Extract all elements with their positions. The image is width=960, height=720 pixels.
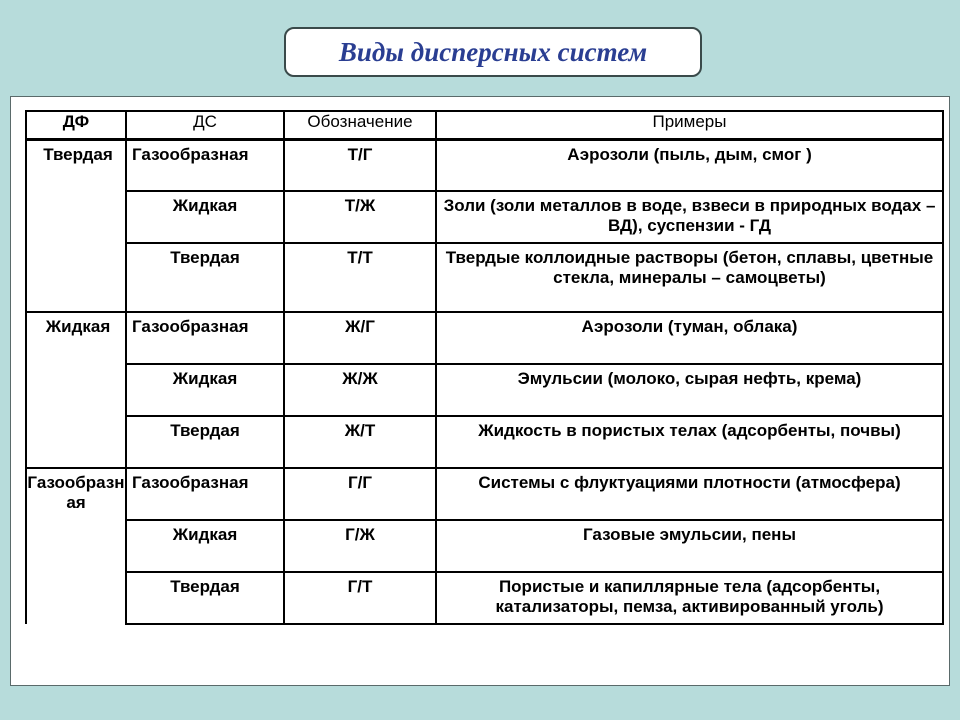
examples-cell: Золи (золи металлов в воде, взвеси в природных водах – ВД), суспензии - ГД	[436, 191, 943, 243]
ds-cell: Твердая	[126, 572, 284, 624]
examples-cell: Эмульсии (молоко, сырая нефть, крема)	[436, 364, 943, 416]
designation-cell: Ж/Г	[284, 312, 436, 364]
designation-cell: Ж/Ж	[284, 364, 436, 416]
header-ds: ДС	[126, 111, 284, 139]
table-row	[26, 364, 943, 416]
table-row	[26, 416, 943, 468]
ds-cell: Жидкая	[126, 364, 284, 416]
header-examples: Примеры	[436, 111, 943, 139]
designation-cell: Т/Ж	[284, 191, 436, 243]
examples-cell: Пористые и капиллярные тела (адсорбенты, катализаторы, пемза, активированный уголь)	[436, 572, 943, 624]
examples-cell: Аэрозоли (пыль, дым, смог )	[436, 139, 943, 191]
ds-cell: Газообразная	[126, 139, 284, 191]
examples-cell: Газовые эмульсии, пены	[436, 520, 943, 572]
designation-cell: Т/Г	[284, 139, 436, 191]
header-designation: Обозначение	[284, 111, 436, 139]
table-row	[26, 520, 943, 572]
table-row	[26, 312, 943, 364]
examples-cell: Аэрозоли (туман, облака)	[436, 312, 943, 364]
table-row	[26, 139, 943, 191]
examples-cell: Твердые коллоидные растворы (бетон, сплавы, цветные стекла, минералы – самоцветы)	[436, 243, 943, 312]
ds-cell: Жидкая	[126, 191, 284, 243]
header-df: ДФ	[26, 111, 126, 139]
examples-cell: Жидкость в пористых телах (адсорбенты, почвы)	[436, 416, 943, 468]
ds-cell: Газообразная	[126, 312, 284, 364]
slide-title: Виды дисперсных систем	[338, 36, 648, 67]
df-cell: Жидкая	[26, 312, 126, 468]
examples-cell: Системы с флуктуациями плотности (атмосфера)	[436, 468, 943, 520]
ds-cell: Твердая	[126, 243, 284, 312]
ds-cell: Твердая	[126, 416, 284, 468]
ds-cell: Жидкая	[126, 520, 284, 572]
designation-cell: Г/Т	[284, 572, 436, 624]
designation-cell: Т/Т	[284, 243, 436, 312]
title-box	[284, 27, 702, 77]
designation-cell: Г/Г	[284, 468, 436, 520]
ds-cell: Газообразная	[126, 468, 284, 520]
disperse-systems-table	[25, 110, 944, 625]
designation-cell: Ж/Т	[284, 416, 436, 468]
df-cell: Твердая	[26, 139, 126, 312]
df-cell: Газообразная	[26, 468, 126, 624]
header-row	[26, 111, 943, 139]
table-row	[26, 468, 943, 520]
designation-cell: Г/Ж	[284, 520, 436, 572]
table-row	[26, 572, 943, 624]
table-row	[26, 191, 943, 243]
table-row	[26, 243, 943, 312]
